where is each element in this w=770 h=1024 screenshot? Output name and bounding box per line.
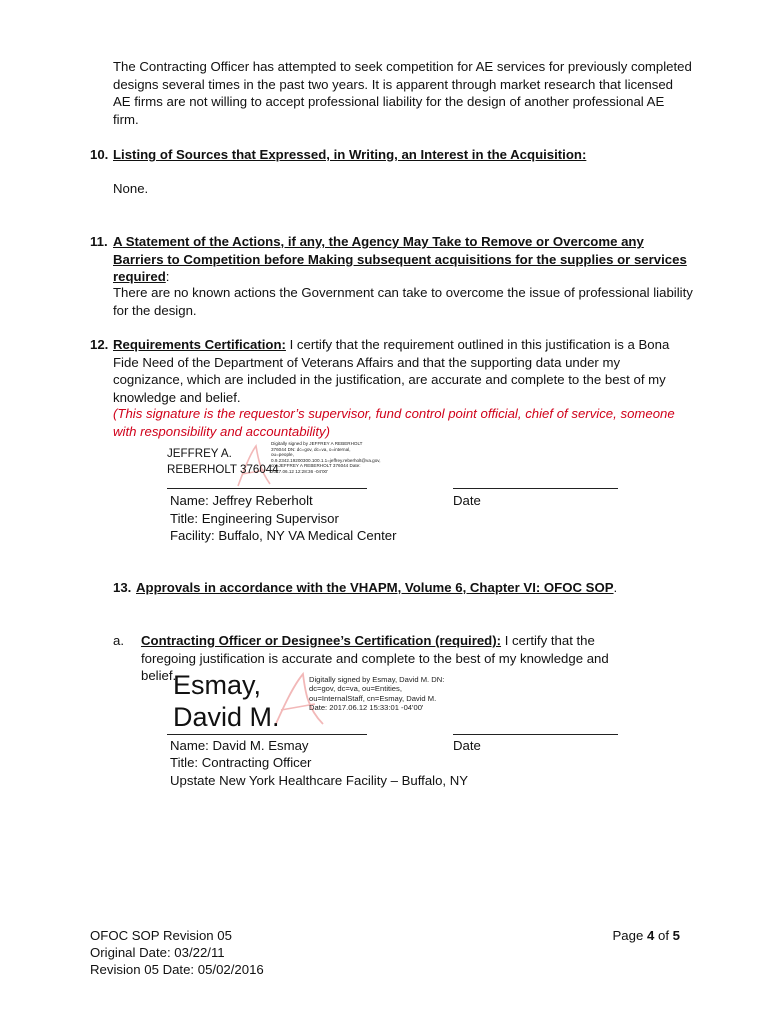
- section-11-heading-text: A Statement of the Actions, if any, the Agency May Take to Remove or Overcome any Barriers to Competition before Making subsequent acquisitions for the supplies or services required: [113, 234, 687, 284]
- section-11-body: There are no known actions the Government can take to overcome the issue of professional liability for the design.: [113, 285, 693, 318]
- signer-1-name-line1: JEFFREY A.: [167, 447, 232, 460]
- section-12-number: 12.: [90, 337, 109, 352]
- signature-line-2: [167, 734, 367, 735]
- section-11-heading-suffix: :: [165, 269, 170, 284]
- section-12-note: (This signature is the requestor’s supervisor, fund control point official, chief of service, someone with responsibility and accountability): [113, 406, 675, 439]
- section-13-heading: [136, 579, 617, 597]
- section-11-number: 11.: [90, 234, 108, 249]
- section-13-heading-part1: Approvals in accordance with the: [136, 580, 350, 595]
- signature-line-1: [167, 488, 367, 489]
- intro-paragraph: The Contracting Officer has attempted to seek competition for AE services for previously completed designs several times in the past two years. It is apparent through market research that licensed AE firms are not willing to accept professional liability for the design of another professional AE firm.: [113, 59, 692, 127]
- page-of: of: [654, 928, 673, 943]
- footer-revision: OFOC SOP Revision 05: [90, 928, 232, 943]
- signer-2-facility: Upstate New York Healthcare Facility – Buffalo, NY: [170, 773, 469, 788]
- signer-2-date-label: Date: [453, 738, 481, 753]
- signer-1-name-line2: REBERHOLT 376044: [167, 463, 279, 476]
- signer-1-facility: Facility: Buffalo, NY VA Medical Center: [170, 528, 397, 543]
- signer-2-name: Name: David M. Esmay: [170, 738, 309, 753]
- signer-2-name-line1: Esmay,: [173, 670, 262, 700]
- section-12-body: I certify that the requirement outlined in this justification is a Bona Fide Need of the Department of Veterans Affairs and that the supporting data under my cognizance, which are included in the justification, are accurate and complete to the best of my knowledge and belief.: [113, 337, 670, 405]
- digital-signature-1-text: Digitally signed by JEFFREY A REBERHOLT 376044 DN: dc=gov, dc=va, o=internal, ou=people, 0.9.2342.19200300.100.1.1=jeffrey.reberholt@va.gov, cn=JEFFREY A REBERHOLT 376044 Date: 2017.06.12 12:28:36 -04'00': [271, 441, 381, 474]
- section-13-number: 13.: [113, 580, 132, 595]
- signer-1-title: Title: Engineering Supervisor: [170, 511, 339, 526]
- page-total: 5: [672, 928, 680, 943]
- subsection-a-heading: Contracting Officer or Designee’s Certification (required):: [141, 633, 502, 648]
- subsection-a-letter: a.: [113, 633, 124, 648]
- signer-2-name-line2: David M.: [173, 702, 280, 732]
- section-10-heading-text: Listing of Sources that Expressed, in Writing, an Interest in the Acquisition:: [113, 147, 587, 162]
- section-13-heading-part2: VHAPM, Volume 6, Chapter VI: OFOC SOP: [349, 580, 614, 595]
- section-11-heading: [113, 233, 693, 286]
- date-line-2: [453, 734, 618, 735]
- page-prefix: Page: [612, 928, 647, 943]
- date-line-1: [453, 488, 618, 489]
- page-number: [613, 927, 680, 945]
- page-current: 4: [646, 928, 655, 943]
- section-10-body: None.: [113, 181, 149, 196]
- footer-original-date: Original Date: 03/22/11: [90, 945, 225, 960]
- signer-1-date-label: Date: [453, 493, 481, 508]
- subsection-a-body: I certify that the foregoing justification is accurate and complete to the best of my knowledge and belief.: [141, 633, 609, 683]
- section-13-heading-suffix: .: [613, 580, 618, 595]
- section-10-heading: [113, 146, 693, 164]
- digital-signature-2-text: Digitally signed by Esmay, David M. DN: dc=gov, dc=va, ou=Entities, ou=InternalStaff, cn=Esmay, David M. Date: 2017.06.12 15:33:01 -04'00': [309, 675, 445, 713]
- section-10-number: 10.: [90, 147, 109, 162]
- signer-1-name: Name: Jeffrey Reberholt: [170, 493, 313, 508]
- signer-2-title: Title: Contracting Officer: [170, 755, 312, 770]
- footer-revision-date: Revision 05 Date: 05/02/2016: [90, 962, 264, 977]
- section-12-heading: Requirements Certification:: [113, 337, 286, 352]
- section-12-paragraph: [113, 336, 693, 406]
